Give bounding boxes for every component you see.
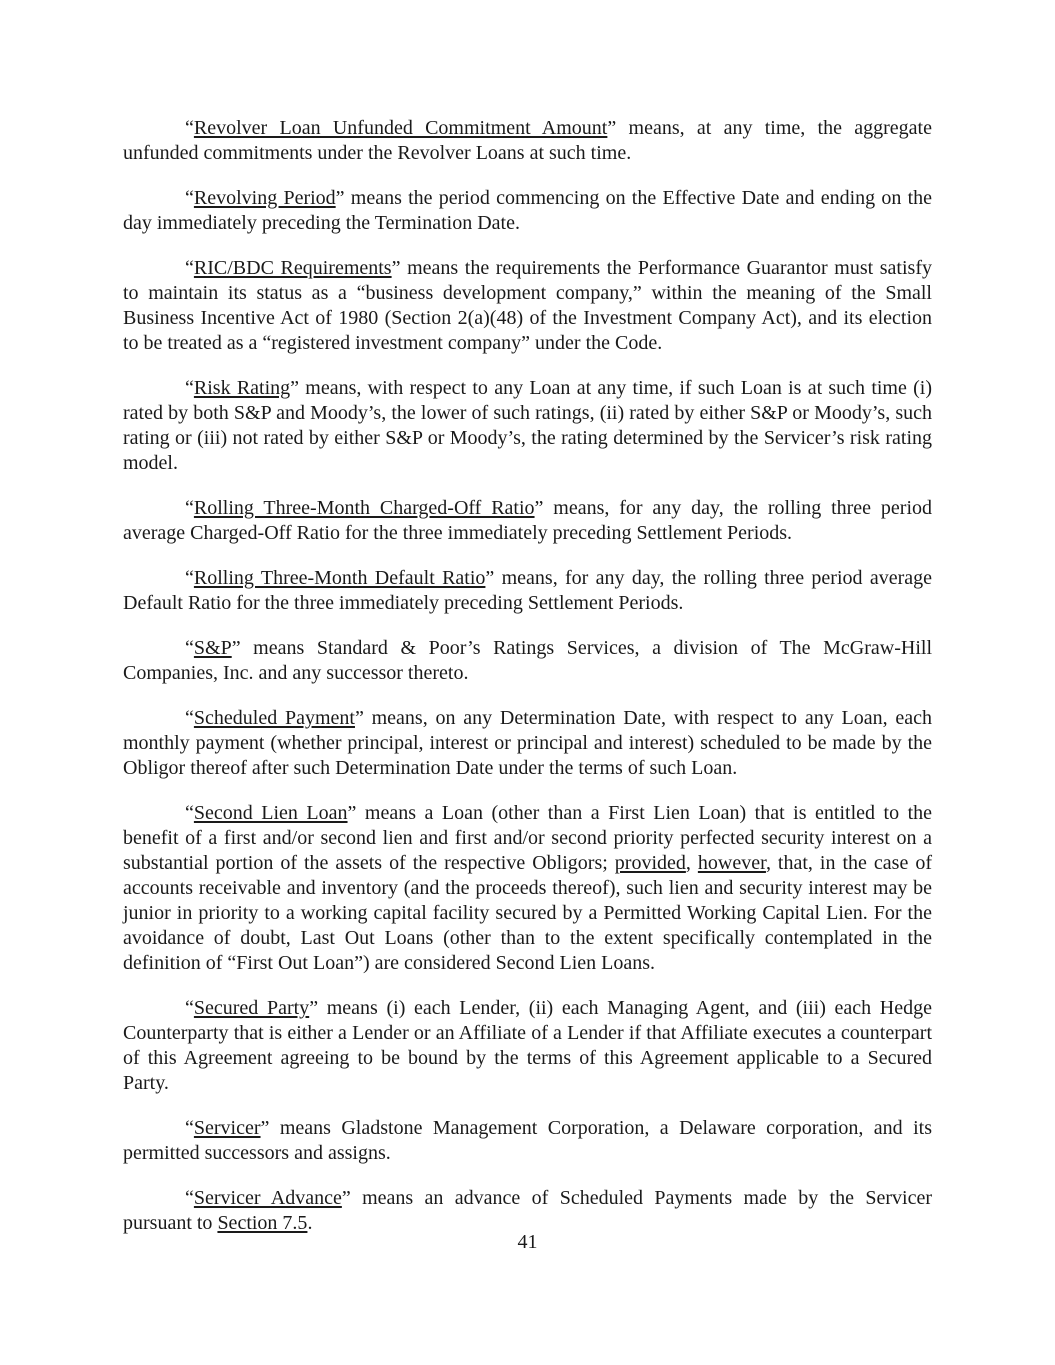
- paragraph-text: ” means the period commencing on the Effective Date and ending on the day immediately preceding the Termination Date.: [123, 187, 933, 234]
- document-body: [123, 116, 932, 1256]
- defined-term: Servicer Advance: [193, 1187, 342, 1209]
- paragraph-text: “: [185, 567, 194, 589]
- paragraph: [123, 706, 932, 781]
- paragraph-text: ” means Standard & Poor’s Ratings Services, a division of The McGraw-Hill Companies, Inc. and any successor thereto.: [123, 637, 932, 684]
- paragraph-text: “: [185, 497, 194, 519]
- paragraph-text: “: [185, 707, 194, 729]
- paragraph-text: .: [307, 1212, 313, 1234]
- paragraph: [123, 996, 932, 1096]
- paragraph-text: ” means, for any day, the rolling three period average Default Ratio for the three immediately preceding Settlement Periods.: [123, 567, 932, 614]
- paragraph-text: ” means Gladstone Management Corporation, a Delaware corporation, and its permitted successors and assigns.: [123, 1117, 932, 1164]
- defined-term: provided: [614, 852, 686, 874]
- paragraph-text: ” means a Loan (other than a First Lien Loan) that is entitled to the benefit of a first and/or second lien and first and/or second priority perfected security interest on a substantial portion of the assets of the respective Obligors;: [123, 802, 933, 874]
- paragraph-text: “: [185, 377, 194, 399]
- paragraph-text: ” means (i) each Lender, (ii) each Managing Agent, and (iii) each Hedge Counterparty that is either a Lender or an Affiliate of a Lender if that Affiliate executes a counterpart of this Agreement agreeing to be bound by the terms of this Agreement applicable to a Secured Party.: [123, 997, 932, 1094]
- paragraph-text: “: [185, 187, 194, 209]
- paragraph-text: “: [185, 997, 194, 1019]
- paragraph-text: ” means, at any time, the aggregate unfunded commitments under the Revolver Loans at such time.: [123, 117, 932, 164]
- defined-term: Section 7.5: [217, 1212, 308, 1234]
- defined-term: Servicer: [193, 1117, 261, 1139]
- paragraph-text: ” means, on any Determination Date, with respect to any Loan, each monthly payment (whether principal, interest or principal and interest) scheduled to be made by the Obligor thereof after such Determination Date under the terms of such Loan.: [123, 707, 932, 779]
- paragraph: [123, 566, 932, 616]
- paragraph: [123, 1116, 932, 1166]
- defined-term: RIC/BDC Requirements: [193, 257, 392, 279]
- paragraph-text: “: [185, 1187, 194, 1209]
- paragraph-text: , that, in the case of accounts receivable and inventory (and the proceeds thereof), such lien and security interest may be junior in priority to a working capital facility secured by a Permitted Working Capital Lien. For the avoidance of doubt, Last Out Loans (other than to the extent specifically contemplated in the definition of “First Out Loan”) are considered Second Lien Loans.: [123, 852, 932, 974]
- paragraph: [123, 376, 932, 476]
- defined-term: S&P: [193, 637, 232, 659]
- paragraph: [123, 116, 932, 166]
- paragraph-text: “: [185, 637, 194, 659]
- paragraph-text: “: [185, 1117, 194, 1139]
- paragraph: [123, 1186, 932, 1236]
- page-number: 41: [517, 1231, 538, 1253]
- defined-term: Revolving Period: [193, 187, 336, 209]
- defined-term: Rolling Three-Month Default Ratio: [193, 567, 486, 589]
- defined-term: Secured Party: [193, 997, 310, 1019]
- paragraph: [123, 636, 932, 686]
- paragraph-text: “: [185, 802, 194, 824]
- paragraph-text: ” means, with respect to any Loan at any time, if such Loan is at such time (i) rated by both S&P and Moody’s, the lower of such ratings, (ii) rated by either S&P or Moody’s, such rating or (iii) not rated by either S&P or Moody’s, the rating determined by the Servicer’s risk rating model.: [123, 377, 932, 474]
- paragraph-text: ” means an advance of Scheduled Payments made by the Servicer pursuant to: [123, 1187, 932, 1234]
- paragraph-text: “: [185, 117, 194, 139]
- defined-term: Scheduled Payment: [193, 707, 355, 729]
- paragraph: [123, 496, 932, 546]
- defined-term: however: [697, 852, 766, 874]
- paragraph-text: ” means the requirements the Performance Guarantor must satisfy to maintain its status as a “business development company,” within the meaning of the Small Business Incentive Act of 1980 (Section 2(a)(48) of the Investment Company Act), and its election to be treated as a “registered investment company” under the Code.: [123, 257, 932, 354]
- defined-term: Revolver Loan Unfunded Commitment Amount: [193, 117, 608, 139]
- defined-term: Risk Rating: [193, 377, 291, 399]
- paragraph-text: “: [185, 257, 194, 279]
- paragraph: [123, 186, 932, 236]
- defined-term: Rolling Three-Month Charged-Off Ratio: [193, 497, 535, 519]
- paragraph-text: ,: [685, 852, 698, 874]
- paragraph-text: ” means, for any day, the rolling three period average Charged-Off Ratio for the three immediately preceding Settlement Periods.: [123, 497, 932, 544]
- paragraph: [123, 801, 932, 976]
- paragraph: [123, 256, 932, 356]
- defined-term: Second Lien Loan: [193, 802, 348, 824]
